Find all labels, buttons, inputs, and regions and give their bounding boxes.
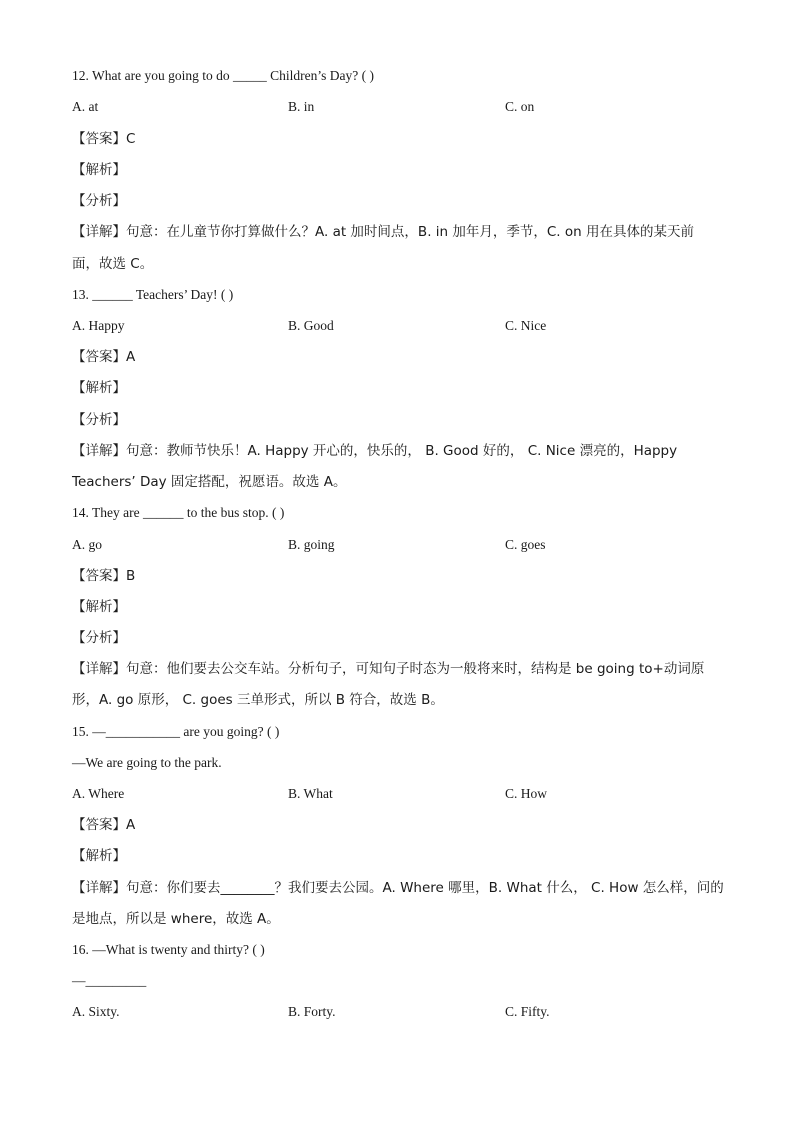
question-13-fenxi: 【分析】 <box>72 412 126 428</box>
question-16-reply: —_________ <box>72 973 147 988</box>
question-12-detail-line1: 【详解】句意：在儿童节你打算做什么？A. at 加时间点，B. in 加年月，季节，C. on 用在具体的某天前 <box>72 224 694 240</box>
question-16-option-c: C. Fifty. <box>505 1004 550 1019</box>
question-12-stem: 12. What are you going to do _____ Children’s Day? ( ) <box>72 68 374 83</box>
question-13-option-c: C. Nice <box>505 318 547 333</box>
question-16-option-a: A. Sixty. <box>72 1004 120 1019</box>
question-16-stem: 16. —What is twenty and thirty? ( ) <box>72 942 265 957</box>
question-15-detail-line2: 是地点，所以是 where，故选 A。 <box>72 911 280 927</box>
question-12-option-b: B. in <box>288 99 315 114</box>
question-12-jiexi: 【解析】 <box>72 162 126 178</box>
question-14-option-b: B. going <box>288 537 335 552</box>
question-15-option-b: B. What <box>288 786 333 801</box>
question-12-option-c: C. on <box>505 99 535 114</box>
question-13-detail-line2: Teachers’ Day 固定搭配，祝愿语。故选 A。 <box>72 474 347 490</box>
question-13-detail-line1: 【详解】句意：教师节快乐！A. Happy 开心的，快乐的， B. Good 好的， C. Nice 漂亮的，Happy <box>72 443 678 459</box>
question-15-detail-line1: 【详解】句意：你们要去________？我们要去公园。A. Where 哪里，B. What 什么， C. How 怎么样，问的 <box>72 880 724 896</box>
question-15-jiexi: 【解析】 <box>72 848 126 864</box>
question-16-option-b: B. Forty. <box>288 1004 336 1019</box>
question-15-option-a: A. Where <box>72 786 125 801</box>
question-14-option-c: C. goes <box>505 537 546 552</box>
question-12-fenxi: 【分析】 <box>72 193 126 209</box>
question-12-option-a: A. at <box>72 99 99 114</box>
question-14-answer: 【答案】B <box>72 568 136 584</box>
question-15-option-c: C. How <box>505 786 548 801</box>
question-12-answer: 【答案】C <box>72 131 136 147</box>
question-13-answer: 【答案】A <box>72 349 136 365</box>
question-14-detail-line2: 形，A. go 原形， C. goes 三单形式，所以 B 符合，故选 B。 <box>72 692 444 708</box>
question-15-answer: 【答案】A <box>72 817 136 833</box>
question-13-jiexi: 【解析】 <box>72 380 126 396</box>
question-13-option-b: B. Good <box>288 318 334 333</box>
question-12-detail-line2: 面，故选 C。 <box>72 256 154 272</box>
question-13-option-a: A. Happy <box>72 318 125 333</box>
question-14-fenxi: 【分析】 <box>72 630 126 646</box>
question-15-reply: —We are going to the park. <box>72 755 222 770</box>
question-15-stem: 15. —___________ are you going? ( ) <box>72 724 280 739</box>
question-13-stem: 13. ______ Teachers’ Day! ( ) <box>72 287 234 302</box>
question-14-jiexi: 【解析】 <box>72 599 126 615</box>
question-14-option-a: A. go <box>72 537 102 552</box>
question-14-stem: 14. They are ______ to the bus stop. ( ) <box>72 505 285 520</box>
question-14-detail-line1: 【详解】句意：他们要去公交车站。分析句子，可知句子时态为一般将来时，结构是 be going to+动词原 <box>72 661 705 677</box>
